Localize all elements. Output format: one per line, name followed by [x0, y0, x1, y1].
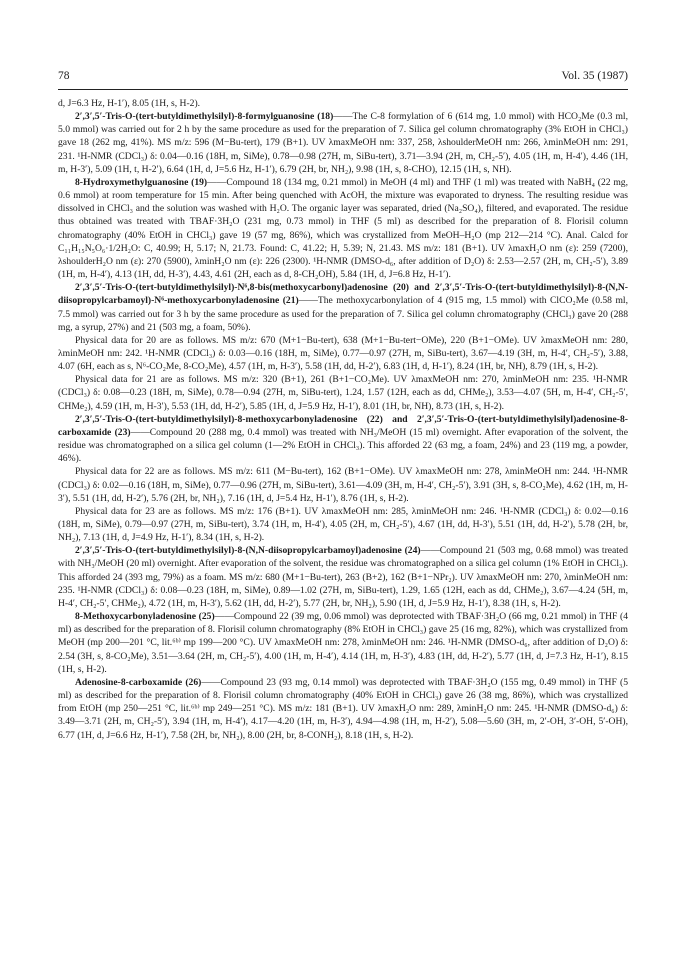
paragraph-text: d, J=6.3 Hz, H-1′), 8.05 (1H, s, H-2). — [58, 98, 201, 109]
page-header — [58, 70, 628, 86]
paragraph — [58, 413, 628, 466]
paragraph-text: Physical data for 22 are as follows. MS m/z: 611 (M−Bu-tert), 162 (B+1−OMe). UV λmaxMeOH nm: 278, λminMeOH nm: 244. ¹H-NMR (CDCl₃) δ: 0.02—0.16 (18H, m, SiMe), 0.77—0.96 (27H, m, SiBu-tert), 3.61—4.09 (3H, m, H-4′, CH₂-5′), 3.91 (3H, s, 8-CO₂Me), 4.62 (1H, m, H-3′), 5.51 (1H, dd, H-2′), 5.76 (2H, br, NH₂), 7.16 (1H, d, J=5.4 Hz, H-1′), 8.76 (1H, s, H-2). — [58, 466, 628, 504]
section-heading: 8-Methoxycarbonyladenosine (25) — [75, 611, 215, 623]
section-heading: 2′,3′,5′-Tris-O-(tert-butyldimethylsilyl)-8-methoxycarbonyladenosine (22) and 2′,3′,5′-Tris-O-(tert-butyldimethylsilyl)adenosine-8-carboxamide (23) — [58, 413, 628, 438]
header-rule — [58, 89, 628, 90]
paragraph-text: ——Compound 22 (39 mg, 0.06 mmol) was deprotected with TBAF·3H₂O (66 mg, 0.21 mmol) in THF (4 ml) as described for the preparation of 8. Florisil column chromatography (8% EtOH in CHCl₃) gave 25 (16 mg, 82%), which was crystallized from MeOH (mp 200—201 °C, lit.⁶ᵇ⁾ mp 199—200 °C). UV λmaxMeOH nm: 278, λminMeOH nm: 246. ¹H-NMR (DMSO-d₆, after addition of D₂O) δ: 2.54 (3H, s, 8-CO₂Me), 3.51—3.64 (2H, m, CH₂-5′), 4.00 (1H, m, H-4′), 4.14 (1H, m, H-3′), 4.83 (1H, dd, H-2′), 5.77 (1H, d, J=7.3 Hz, H-1′), 8.15 (1H, s, H-2). — [58, 611, 628, 675]
paragraph-text: Physical data for 21 are as follows. MS m/z: 320 (B+1), 261 (B+1−CO₂Me). UV λmaxMeOH nm: 270, λminMeOH nm: 235. ¹H-NMR (CDCl₃) δ: 0.08—0.23 (18H, m, SiMe), 0.78—0.94 (27H, m, SiBu-tert), 1.24, 1.57 (12H, each as dd, CHMe₂), 3.53—4.07 (5H, m, H-4′, CH₂-5′, CHMe₂), 4.59 (1H, m, H-3′), 5.53 (1H, dd, H-2′), 5.85 (1H, d, J=5.9 Hz, H-1′), 8.01 (1H, br, NH), 8.73 (1H, s, H-2). — [58, 374, 628, 412]
paragraph — [58, 544, 628, 610]
paragraph — [58, 373, 628, 412]
paragraph-text: ——Compound 18 (134 mg, 0.21 mmol) in MeOH (4 ml) and THF (1 ml) was treated with NaBH₄ (22 mg, 0.6 mmol) at room temperature for 15 min. After being quenched with AcOH, the mixture was evaporated to dryness. The resulting residue was dissolved in CHCl₃ and the solution was washed with H₂O. The organic layer was separated, dried (Na₂SO₄), filtered, and evaporated. The residue thus obtained was treated with TBAF·3H₂O (231 mg, 0.73 mmol) in THF (5 ml) as described for the preparation of 8. Florisil column chromatography (40% EtOH in CHCl₃) gave 19 (57 mg, 86%), which was crystallized from MeOH–H₂O (mp 212—214 °C). Anal. Calcd for C₁₁H₁₅N₅O₆·1/2H₂O: C, 40.99; H, 5.17; N, 21.73. Found: C, 41.22; H, 5.39; N, 21.43. MS m/z: 181 (B+1). UV λmaxH₂O nm (ε): 259 (7200), λshoulderH₂O nm (ε): 270 (5900), λminH₂O nm (ε): 226 (2300). ¹H-NMR (DMSO-d₆, after addition of D₂O) δ: 2.53—2.57 (2H, m, CH₂-5′), 3.89 (1H, m, H-4′), 4.13 (1H, dd, H-3′), 4.43, 4.61 (2H, each as d, 8-CH₂OH), 5.84 (1H, d, J=6.8 Hz, H-1′). — [58, 176, 628, 281]
article-body — [58, 97, 628, 964]
section-heading: Adenosine-8-carboxamide (26) — [75, 676, 202, 688]
paragraph-text: ——The methoxycarbonylation of 4 (915 mg, 1.5 mmol) with ClCO₂Me (0.58 ml, 7.5 mmol) was carried out for 3 h by the same procedure as used for the preparation of 7. Silica gel column chromatography (CHCl₃) gave 20 (288 mg, a syrup, 27%) and 21 (503 mg, a foam, 50%). — [58, 295, 628, 333]
section-heading: 2′,3′,5′-Tris-O-(tert-butyldimethylsilyl)-N⁶,8-bis(methoxycarbonyl)adenosine (20) and 2′,3′,5′-Tris-O-(tert-butyldimethylsilyl)-8-(N,N-diisopropylcarbamoyl)-N⁶-methoxycarbonyladenosine (21) — [58, 282, 628, 307]
paragraph-text: ——Compound 20 (288 mg, 0.4 mmol) was treated with NH₃/MeOH (15 ml) overnight. After evaporation of the solvent, the residue was chromatographed on a silica gel column (1—2% EtOH in CHCl₃). This afforded 22 (63 mg, a foam, 24%) and 23 (119 mg, a powder, 46%). — [58, 426, 628, 465]
paragraph-text: ——The C-8 formylation of 6 (614 mg, 1.0 mmol) with HCO₂Me (0.3 ml, 5.0 mmol) was carried out for 2 h by the same procedure as used for the preparation of 7. Silica gel column chromatography (3% EtOH in CHCl₃) gave 18 (262 mg, 41%). MS m/z: 596 (M−Bu-tert), 179 (B+1). UV λmaxMeOH nm: 337, 258, λshoulderMeOH nm: 266, λminMeOH nm: 291, 231. ¹H-NMR (CDCl₃) δ: 0.04—0.16 (18H, m, SiMe), 0.78—0.98 (27H, m, SiBu-tert), 3.71—3.94 (2H, m, CH₂-5′), 4.05 (1H, m, H-4′), 4.46 (1H, m, H-3′), 5.09 (1H, t, H-2′), 6.64 (1H, d, J=5.6 Hz, H-1′), 6.79 (2H, br, NH₂), 9.98 (1H, s, 8-CHO), 12.15 (1H, s, NH). — [58, 111, 628, 175]
paragraph — [58, 610, 628, 676]
section-heading: 2′,3′,5′-Tris-O-(tert-butyldimethylsilyl)-8-(N,N-diisopropylcarbamoyl)adenosine (24) — [75, 545, 421, 557]
paragraph — [58, 505, 628, 544]
paragraph — [58, 676, 628, 742]
section-heading: 8-Hydroxymethylguanosine (19) — [75, 176, 208, 188]
paragraph-text: Physical data for 20 are as follows. MS m/z: 670 (M+1−Bu-tert), 638 (M+1−Bu-tert−OMe), 220 (B+1−OMe). UV λmaxMeOH nm: 280, λminMeOH nm: 242. ¹H-NMR (CDCl₃) δ: 0.03—0.16 (18H, m, SiMe), 0.77—0.97 (27H, m, SiBu-tert), 3.67—4.19 (3H, m, H-4′, CH₂-5′), 3.88, 4.07 (6H, each as s, N⁶-CO₂Me, 8-CO₂Me), 4.57 (1H, m, H-3′), 5.58 (1H, dd, H-2′), 6.83 (1H, d, H-1′), 8.24 (1H, br, NH), 8.79 (1H, s, H-2). — [58, 334, 628, 373]
paragraph — [58, 176, 628, 281]
paragraph-text: ——Compound 23 (93 mg, 0.14 mmol) was deprotected with TBAF·3H₂O (155 mg, 0.49 mmol) in THF (5 ml) as described for the preparation of 8. Florisil column chromatography (40% EtOH in CHCl₃) gave 26 (38 mg, 86%), which was crystallized from EtOH (mp 250—251 °C, lit.⁶ᵇ⁾ mp 249—251 °C). MS m/z: 181 (B+1). UV λmaxH₂O nm: 289, λminH₂O nm: 245. ¹H-NMR (DMSO-d₆) δ: 3.49—3.71 (2H, m, CH₂-5′), 3.94 (1H, m, H-4′), 4.17—4.20 (1H, m, H-3′), 4.94—4.98 (1H, m, H-2′), 5.08—5.60 (3H, m, 2′-OH, 3′-OH, 5′-OH), 6.77 (1H, d, J=6.6 Hz, H-1′), 7.58 (2H, br, NH₂), 8.00 (2H, br, 8-CONH₂), 8.18 (1H, s, H-2). — [58, 676, 628, 741]
paragraph — [58, 334, 628, 373]
paragraph-text: ——Compound 21 (503 mg, 0.68 mmol) was treated with NH₃/MeOH (20 ml) overnight. After evaporation of the solvent, the residue was chromatographed on a silica gel column (1% EtOH in CHCl₃). This afforded 24 (393 mg, 79%) as a foam. MS m/z: 680 (M+1−Bu-tert), 263 (B+2), 162 (B+1−NPr₂). UV λmaxMeOH nm: 270, λminMeOH nm: 235. ¹H-NMR (CDCl₃) δ: 0.08—0.23 (18H, m, SiMe), 0.89—1.02 (27H, m, SiBu-tert), 1.29, 1.65 (12H, each as dd, CHMe₂), 3.67—4.24 (5H, m, H-4′, CH₂-5′, CHMe₂), 4.72 (1H, m, H-3′), 5.62 (1H, dd, H-2′), 5.77 (2H, br, NH₂), 5.90 (1H, d, J=5.9 Hz, H-1′), 8.38 (1H, s, H-2). — [58, 545, 628, 609]
section-heading: 2′,3′,5′-Tris-O-(tert-butyldimethylsilyl)-8-formylguanosine (18) — [75, 111, 334, 123]
paragraph — [58, 97, 628, 110]
page-number: 78 — [58, 70, 70, 82]
paragraph — [58, 465, 628, 504]
paragraph — [58, 281, 628, 334]
journal-volume: Vol. 35 (1987) — [561, 70, 628, 82]
paragraph — [58, 110, 628, 176]
paragraph-text: Physical data for 23 are as follows. MS m/z: 176 (B+1). UV λmaxMeOH nm: 285, λminMeOH nm: 246. ¹H-NMR (CDCl₃) δ: 0.02—0.16 (18H, m, SiMe), 0.79—0.97 (27H, m, SiBu-tert), 3.74 (1H, m, H-4′), 4.05 (2H, m, CH₂-5′), 4.67 (1H, dd, H-3′), 5.51 (1H, dd, H-2′), 5.78 (2H, br, NH₂), 7.13 (1H, d, J=4.9 Hz, H-1′), 8.34 (1H, s, H-2). — [58, 505, 628, 544]
